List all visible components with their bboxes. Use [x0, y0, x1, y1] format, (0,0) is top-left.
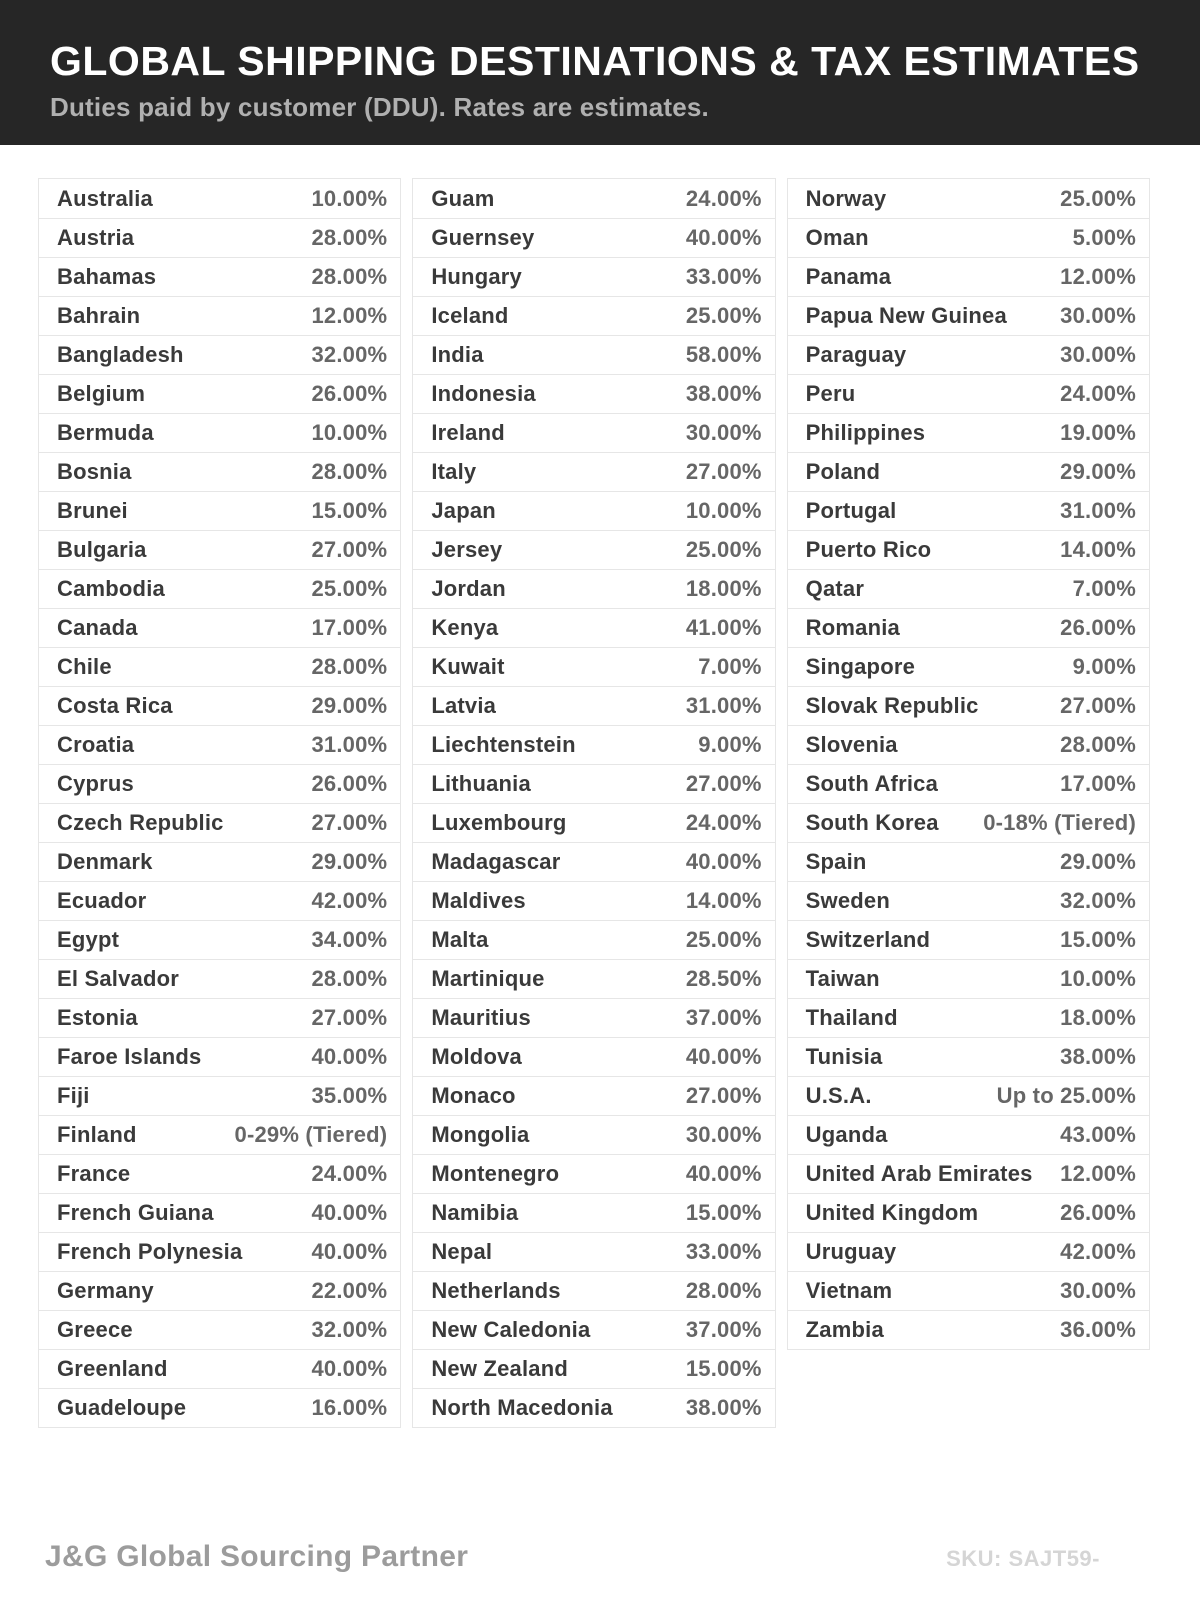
tax-rate: 32.00%	[1060, 888, 1136, 913]
country-name: Bermuda	[57, 420, 154, 445]
table-row	[413, 335, 774, 374]
country-name: Sweden	[805, 888, 890, 913]
country-name: Uruguay	[805, 1239, 897, 1264]
country-name: France	[57, 1161, 131, 1186]
table-row	[39, 1115, 400, 1154]
tax-rate: 24.00%	[685, 810, 762, 835]
country-name: Vietnam	[805, 1278, 893, 1303]
tax-rate: 28.00%	[311, 264, 388, 289]
country-name: United Arab Emirates	[805, 1161, 1033, 1186]
country-name: Greenland	[57, 1356, 168, 1381]
country-name: Croatia	[57, 732, 135, 757]
country-name: Egypt	[57, 927, 120, 952]
tax-rate: 38.00%	[685, 1395, 762, 1420]
tax-rate: Up to 25.00%	[996, 1083, 1136, 1108]
table-row	[413, 1271, 774, 1310]
country-name: Norway	[805, 185, 887, 211]
tax-rate: 0-29% (Tiered)	[234, 1122, 388, 1147]
tax-rate: 30.00%	[685, 1122, 762, 1147]
country-name: Bosnia	[57, 459, 132, 484]
table-row	[788, 1115, 1149, 1154]
country-name: Italy	[431, 459, 477, 484]
rates-table-container	[0, 145, 1200, 1428]
country-name: Bangladesh	[57, 342, 184, 367]
table-row	[39, 452, 400, 491]
table-row	[39, 920, 400, 959]
table-row	[788, 764, 1149, 803]
table-row	[39, 959, 400, 998]
country-name: Paraguay	[805, 342, 907, 367]
rates-column-3	[787, 178, 1150, 1350]
tax-rate: 26.00%	[311, 381, 388, 406]
tax-rate: 25.00%	[311, 576, 388, 601]
tax-rate: 41.00%	[685, 615, 762, 640]
table-row	[413, 1388, 774, 1427]
country-name: Peru	[805, 381, 856, 406]
tax-rate: 28.00%	[311, 225, 388, 250]
tax-rate: 35.00%	[311, 1083, 388, 1108]
tax-rate: 17.00%	[311, 615, 388, 640]
country-name: Zambia	[805, 1317, 884, 1342]
country-name: Mongolia	[431, 1122, 530, 1147]
table-row	[413, 608, 774, 647]
table-row	[413, 491, 774, 530]
table-row	[413, 1037, 774, 1076]
tax-rate: 28.00%	[311, 459, 388, 484]
country-name: Martinique	[431, 966, 545, 991]
table-row	[39, 179, 400, 218]
country-name: Guadeloupe	[57, 1395, 187, 1420]
table-row	[413, 920, 774, 959]
country-name: Lithuania	[431, 771, 531, 796]
table-row	[788, 686, 1149, 725]
table-row	[788, 725, 1149, 764]
table-row	[413, 1310, 774, 1349]
table-row	[39, 1037, 400, 1076]
tax-rate: 22.00%	[311, 1278, 388, 1303]
country-name: Philippines	[805, 420, 926, 445]
country-name: Brunei	[57, 498, 128, 523]
table-row	[788, 179, 1149, 218]
table-row	[413, 959, 774, 998]
country-name: Slovenia	[805, 732, 898, 757]
country-name: Liechtenstein	[431, 732, 576, 757]
country-name: New Zealand	[431, 1356, 569, 1381]
table-row	[413, 1349, 774, 1388]
sku-label: SKU: SAJT59-	[946, 1546, 1100, 1571]
table-row	[788, 452, 1149, 491]
table-row	[413, 686, 774, 725]
country-name: Maldives	[431, 888, 526, 913]
country-name: Cambodia	[57, 576, 165, 601]
tax-rate: 24.00%	[1060, 381, 1136, 406]
table-row	[413, 218, 774, 257]
tax-rate: 31.00%	[311, 732, 388, 757]
tax-rate: 29.00%	[311, 849, 388, 874]
tax-rate: 12.00%	[311, 303, 388, 328]
country-name: Costa Rica	[57, 693, 173, 718]
country-name: Japan	[431, 498, 496, 523]
table-row	[413, 179, 774, 218]
country-name: Australia	[57, 185, 153, 211]
tax-rate: 38.00%	[1060, 1044, 1136, 1069]
tax-rate: 31.00%	[1060, 498, 1136, 523]
country-name: Kenya	[431, 615, 499, 640]
tax-rate: 14.00%	[1060, 537, 1136, 562]
country-name: Moldova	[431, 1044, 522, 1069]
table-row	[413, 530, 774, 569]
table-row	[788, 1076, 1149, 1115]
table-row	[39, 335, 400, 374]
table-row	[413, 1076, 774, 1115]
table-row	[39, 1076, 400, 1115]
country-name: Switzerland	[805, 927, 931, 952]
tax-rate: 28.00%	[1060, 732, 1136, 757]
table-row	[413, 374, 774, 413]
country-name: North Macedonia	[431, 1395, 613, 1420]
country-name: Czech Republic	[57, 810, 224, 835]
tax-rate: 37.00%	[685, 1317, 762, 1342]
tax-rate: 10.00%	[1060, 966, 1136, 991]
table-row	[788, 257, 1149, 296]
tax-rate: 24.00%	[685, 185, 762, 211]
country-name: Bulgaria	[57, 537, 147, 562]
tax-rate: 29.00%	[1060, 849, 1136, 874]
country-name: Guam	[431, 185, 495, 211]
country-name: Germany	[57, 1278, 154, 1303]
tax-rate: 34.00%	[311, 927, 388, 952]
table-row	[39, 881, 400, 920]
table-row	[413, 647, 774, 686]
tax-rate: 30.00%	[1060, 303, 1136, 328]
table-row	[413, 764, 774, 803]
tax-rate: 33.00%	[685, 264, 762, 289]
table-row	[788, 218, 1149, 257]
tax-rate: 30.00%	[1060, 1278, 1136, 1303]
country-name: Canada	[57, 615, 138, 640]
tax-rate: 18.00%	[685, 576, 762, 601]
country-name: French Polynesia	[57, 1239, 243, 1264]
table-row	[788, 1232, 1149, 1271]
tax-rate: 40.00%	[311, 1200, 388, 1225]
country-name: Malta	[431, 927, 489, 952]
country-name: Slovak Republic	[805, 693, 979, 718]
tax-rate: 33.00%	[685, 1239, 762, 1264]
country-name: South Africa	[805, 771, 939, 796]
tax-rate: 27.00%	[311, 810, 388, 835]
country-name: Uganda	[805, 1122, 888, 1147]
rates-column-1	[38, 178, 401, 1428]
table-row	[39, 842, 400, 881]
table-row	[39, 1388, 400, 1427]
table-row	[413, 452, 774, 491]
country-name: Iceland	[431, 303, 509, 328]
table-row	[413, 998, 774, 1037]
table-row	[413, 1115, 774, 1154]
tax-rate: 15.00%	[685, 1356, 762, 1381]
table-row	[788, 608, 1149, 647]
country-name: U.S.A.	[805, 1083, 872, 1108]
tax-rate: 25.00%	[685, 303, 762, 328]
table-row	[788, 803, 1149, 842]
country-name: French Guiana	[57, 1200, 214, 1225]
country-name: Poland	[805, 459, 881, 484]
country-name: United Kingdom	[805, 1200, 979, 1225]
tax-rate: 9.00%	[698, 732, 762, 757]
table-row	[39, 257, 400, 296]
table-row	[39, 1349, 400, 1388]
country-name: Netherlands	[431, 1278, 561, 1303]
tax-rate: 42.00%	[1060, 1239, 1136, 1264]
table-row	[788, 842, 1149, 881]
tax-rate: 29.00%	[1060, 459, 1136, 484]
tax-rate: 40.00%	[311, 1239, 388, 1264]
tax-rate: 27.00%	[685, 459, 762, 484]
country-name: Romania	[805, 615, 900, 640]
tax-rate: 58.00%	[685, 342, 762, 367]
table-row	[413, 1193, 774, 1232]
table-row	[39, 647, 400, 686]
country-name: Faroe Islands	[57, 1044, 202, 1069]
tax-rate: 27.00%	[685, 771, 762, 796]
table-row	[788, 1154, 1149, 1193]
country-name: Papua New Guinea	[805, 303, 1007, 328]
table-row	[39, 218, 400, 257]
table-row	[39, 1310, 400, 1349]
tax-rate: 19.00%	[1060, 420, 1136, 445]
country-name: Kuwait	[431, 654, 505, 679]
table-row	[39, 296, 400, 335]
tax-rate: 28.00%	[311, 654, 388, 679]
tax-rate: 30.00%	[685, 420, 762, 445]
tax-rate: 0-18% (Tiered)	[983, 810, 1136, 835]
table-row	[39, 1271, 400, 1310]
table-row	[788, 335, 1149, 374]
tax-rate: 30.00%	[1060, 342, 1136, 367]
country-name: India	[431, 342, 484, 367]
table-row	[39, 374, 400, 413]
tax-rate: 26.00%	[1060, 1200, 1136, 1225]
table-row	[413, 803, 774, 842]
tax-rate: 36.00%	[1060, 1317, 1136, 1342]
table-row	[39, 530, 400, 569]
country-name: Panama	[805, 264, 892, 289]
table-row	[788, 920, 1149, 959]
country-name: Nepal	[431, 1239, 493, 1264]
tax-rate: 10.00%	[685, 498, 762, 523]
page-subtitle: Duties paid by customer (DDU). Rates are estimates.	[50, 92, 709, 123]
table-row	[788, 881, 1149, 920]
tax-rate: 26.00%	[311, 771, 388, 796]
table-row	[788, 1310, 1149, 1349]
tax-rate: 27.00%	[1060, 693, 1136, 718]
table-row	[39, 1154, 400, 1193]
tax-rate: 29.00%	[311, 693, 388, 718]
table-row	[788, 530, 1149, 569]
country-name: Bahrain	[57, 303, 141, 328]
country-name: New Caledonia	[431, 1317, 591, 1342]
country-name: Belgium	[57, 381, 146, 406]
tax-rate: 10.00%	[311, 185, 388, 211]
tax-rate: 14.00%	[685, 888, 762, 913]
table-row	[39, 413, 400, 452]
table-row	[39, 686, 400, 725]
table-row	[39, 764, 400, 803]
tax-rate: 40.00%	[685, 225, 762, 250]
tax-rate: 40.00%	[685, 1161, 762, 1186]
rates-column-2	[412, 178, 775, 1428]
country-name: Madagascar	[431, 849, 561, 874]
tax-rate: 15.00%	[1060, 927, 1136, 952]
tax-rate: 40.00%	[311, 1044, 388, 1069]
table-row	[413, 842, 774, 881]
table-row	[788, 1193, 1149, 1232]
tax-rate: 18.00%	[1060, 1005, 1136, 1030]
country-name: Denmark	[57, 849, 153, 874]
tax-rate: 40.00%	[311, 1356, 388, 1381]
country-name: Hungary	[431, 264, 522, 289]
tax-rate: 27.00%	[311, 537, 388, 562]
tax-rate: 32.00%	[311, 1317, 388, 1342]
table-row	[788, 413, 1149, 452]
page-title: GLOBAL SHIPPING DESTINATIONS & TAX ESTIMATES	[50, 38, 1140, 84]
country-name: Guernsey	[431, 225, 535, 250]
country-name: Qatar	[805, 576, 865, 601]
tax-rate: 27.00%	[685, 1083, 762, 1108]
country-name: Bahamas	[57, 264, 157, 289]
tax-rate: 28.00%	[311, 966, 388, 991]
tax-rate: 7.00%	[698, 654, 762, 679]
country-name: Indonesia	[431, 381, 536, 406]
table-row	[788, 1037, 1149, 1076]
country-name: Austria	[57, 225, 135, 250]
country-name: Fiji	[57, 1083, 90, 1108]
table-row	[39, 803, 400, 842]
table-row	[413, 296, 774, 335]
table-row	[788, 491, 1149, 530]
tax-rate: 38.00%	[685, 381, 762, 406]
country-name: Thailand	[805, 1005, 898, 1030]
table-row	[788, 569, 1149, 608]
country-name: Monaco	[431, 1083, 516, 1108]
table-row	[413, 1232, 774, 1271]
country-name: El Salvador	[57, 966, 180, 991]
country-name: Cyprus	[57, 771, 134, 796]
tax-rate: 9.00%	[1072, 654, 1136, 679]
page-header	[0, 0, 1200, 145]
table-row	[788, 1271, 1149, 1310]
table-row	[413, 257, 774, 296]
table-row	[788, 374, 1149, 413]
tax-rate: 28.50%	[685, 966, 762, 991]
table-row	[413, 413, 774, 452]
tax-rate: 16.00%	[311, 1395, 388, 1420]
country-name: South Korea	[805, 810, 939, 835]
tax-rate: 15.00%	[311, 498, 388, 523]
country-name: Portugal	[805, 498, 897, 523]
country-name: Tunisia	[805, 1044, 883, 1069]
country-name: Latvia	[431, 693, 497, 718]
tax-rate: 24.00%	[311, 1161, 388, 1186]
table-row	[39, 998, 400, 1037]
table-row	[788, 998, 1149, 1037]
country-name: Luxembourg	[431, 810, 567, 835]
tax-rate: 10.00%	[311, 420, 388, 445]
tax-rate: 40.00%	[685, 849, 762, 874]
table-row	[39, 1193, 400, 1232]
tax-rate: 5.00%	[1072, 225, 1136, 250]
page-footer	[45, 1540, 1100, 1574]
country-name: Spain	[805, 849, 867, 874]
country-name: Namibia	[431, 1200, 519, 1225]
country-name: Finland	[57, 1122, 137, 1147]
table-row	[39, 491, 400, 530]
table-row	[39, 569, 400, 608]
tax-rate: 25.00%	[685, 927, 762, 952]
country-name: Montenegro	[431, 1161, 560, 1186]
table-row	[39, 608, 400, 647]
table-row	[413, 569, 774, 608]
table-row	[413, 1154, 774, 1193]
tax-rate: 12.00%	[1060, 1161, 1136, 1186]
country-name: Jersey	[431, 537, 503, 562]
table-row	[413, 725, 774, 764]
tax-rate: 28.00%	[685, 1278, 762, 1303]
table-row	[413, 881, 774, 920]
country-name: Estonia	[57, 1005, 138, 1030]
table-row	[39, 725, 400, 764]
tax-rate: 25.00%	[1060, 185, 1136, 211]
table-row	[788, 959, 1149, 998]
tax-rate: 12.00%	[1060, 264, 1136, 289]
country-name: Greece	[57, 1317, 133, 1342]
country-name: Ireland	[431, 420, 505, 445]
tax-rate: 42.00%	[311, 888, 388, 913]
tax-rate: 17.00%	[1060, 771, 1136, 796]
table-row	[788, 296, 1149, 335]
tax-rate: 43.00%	[1060, 1122, 1136, 1147]
country-name: Taiwan	[805, 966, 880, 991]
country-name: Jordan	[431, 576, 506, 601]
country-name: Chile	[57, 654, 112, 679]
country-name: Singapore	[805, 654, 916, 679]
tax-rate: 31.00%	[685, 693, 762, 718]
tax-rate: 37.00%	[685, 1005, 762, 1030]
table-row	[788, 647, 1149, 686]
tax-rate: 7.00%	[1072, 576, 1136, 601]
table-row	[39, 1232, 400, 1271]
tax-rate: 26.00%	[1060, 615, 1136, 640]
country-name: Ecuador	[57, 888, 147, 913]
country-name: Mauritius	[431, 1005, 531, 1030]
country-name: Puerto Rico	[805, 537, 932, 562]
tax-rate: 27.00%	[311, 1005, 388, 1030]
tax-rate: 25.00%	[685, 537, 762, 562]
tax-rate: 32.00%	[311, 342, 388, 367]
country-name: Oman	[805, 225, 869, 250]
brand-name: J&G Global Sourcing Partner	[45, 1540, 469, 1573]
tax-rate: 40.00%	[685, 1044, 762, 1069]
tax-rate: 15.00%	[685, 1200, 762, 1225]
